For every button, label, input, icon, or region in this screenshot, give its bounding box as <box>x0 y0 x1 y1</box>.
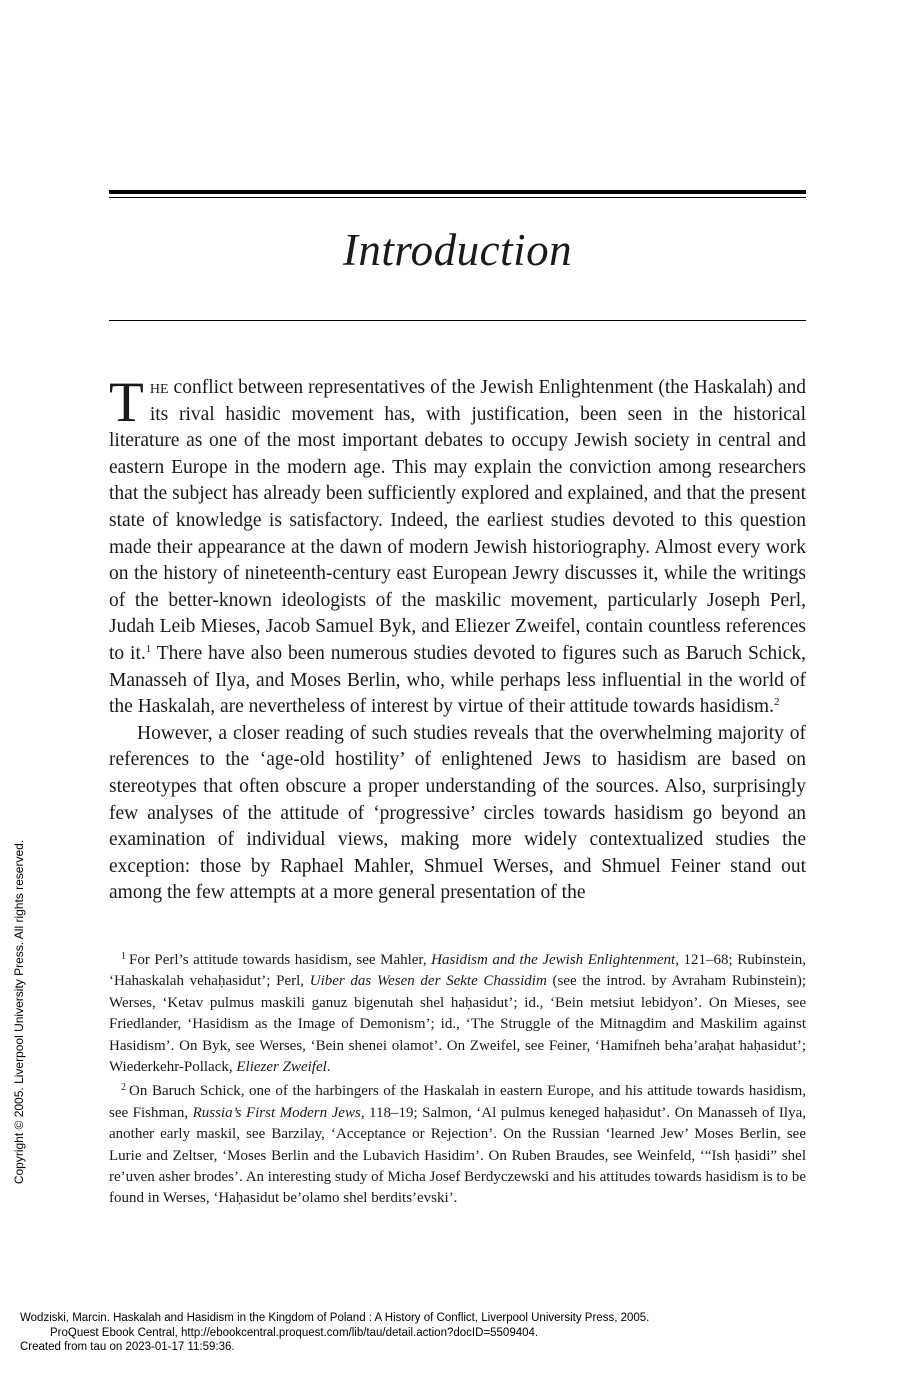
citation-line-2[interactable]: ProQuest Ebook Central, http://ebookcentral.proquest.com/lib/tau/detail.action?docID=5509404. <box>50 1326 539 1339</box>
footnote-text: (see the introd. by Avraham Rubinstein); Werses, ‘Ketav pulmus maskili ganuz bigenutah shel haḥasidut’; id., ‘Bein metsiut lebidyon’. On Mieses, see Friedlander, ‘Hasidism as the Image of Demonism’; id., ‘The Struggle of the Mitnagdim and Maskilim against Hasidism’. On Byk, see Werses, ‘Bein shenei olamot’. On Zweifel, see Feiner, ‘Hamifneh beha’araḥat haḥasidut’; Wiederkehr-Pollack, <box>109 973 806 1076</box>
footnote-text: , 118–19; Salmon, ‘Al pulmus keneged haḥasidut’. On Manasseh of Ilya, another early maskil, see Barzilay, ‘Acceptance or Rejection’. On the Russian ‘learned Jew’ Moses Berlin, see Lurie and Zeltser, ‘Moses Berlin and the Lubavich Hasidim’. On Ruben Braudes, see Weinfeld, ‘“Ish ḥasidi” shel re’uven asher brodes’. An interesting study of Micha Josef Berdyczewski and his attitudes towards hasidism is to be found in Werses, ‘Haḥasidut be’olamo shel berdits’evski’. <box>109 1104 807 1207</box>
footnote-2 <box>109 1081 806 1209</box>
footnote-number: 1 <box>121 951 126 962</box>
citation-line-3: Created from tau on 2023-01-17 11:59:36. <box>20 1341 235 1353</box>
footnote-title-italic: Hasidism and the Jewish Enlightenment <box>431 952 676 968</box>
footnote-number: 2 <box>121 1082 126 1094</box>
footnote-title-italic: Uiber das Wesen der Sekte Chassidim <box>309 973 547 990</box>
paragraph-2-text: However, a closer reading of such studies reveals that the overwhelming majority of references to the ‘age-old hostility’ of enlightened Jews to hasidism are based on stereotypes that often obscure a proper understanding of the sources. Also, surprisingly few analyses of the attitude of ‘progressive’ circles towards hasidism go beyond an examination of individual views, making more widely contextualized studies the exception: those by Raphael Mahler, Shmuel Werses, and Shmuel Feiner stand out among the few attempts at a more general presentation of the <box>109 722 806 904</box>
paragraph-1-text-continued: There have also been numerous studies devoted to figures such as Baruch Schick, Manasseh of Ilya, and Moses Berlin, who, while perhaps less influential in the world of the Haskalah, are nevertheless of interest by virtue of their attitude towards hasidism. <box>109 642 806 718</box>
footnote-text: On Baruch Schick, one of the harbingers of the Haskalah in eastern Europe, and his attitude towards hasidism, see Fishman, <box>109 1083 806 1121</box>
footnote-1 <box>109 950 806 1078</box>
opening-small-caps: he <box>149 377 169 398</box>
footnote-text: . <box>326 1059 331 1076</box>
body-text <box>109 371 806 907</box>
footnote-title-italic: Russia’s First Modern Jews <box>192 1104 361 1121</box>
footnote-text: For Perl’s attitude towards hasidism, see Mahler, <box>129 952 432 968</box>
paragraph-1 <box>109 371 806 721</box>
footnote-text: , 121–68; Rubinstein, ‘Hahaskalah vehaḥasidut’; Perl, <box>109 952 807 990</box>
citation-block <box>20 1311 649 1355</box>
chapter-title: Introduction <box>342 225 573 275</box>
footnote-ref-2[interactable]: 2 <box>773 696 780 709</box>
paragraph-2 <box>109 721 806 907</box>
footnote-ref-1[interactable]: 1 <box>145 642 152 655</box>
drop-cap: T <box>109 371 144 434</box>
header-rule-thin <box>109 197 806 198</box>
footnote-title-italic: Eliezer Zweifel <box>236 1059 327 1076</box>
citation-line-1: Wodziski, Marcin. Haskalah and Hasidism in the Kingdom of Poland : A History of Conflict, Liverpool University Press, 2005. <box>20 1312 650 1324</box>
paragraph-1-text: conflict between representatives of the Jewish Enlightenment (the Haskalah) and its rival hasidic movement has, with justification, been seen in the historical literature as one of the most important debates to occupy Jewish society in central and eastern Europe in the modern age. This may explain the conviction among researchers that the subject has already been sufficiently explored and explained, and that the present state of knowledge is satisfactory. Indeed, the earliest studies devoted to this question made their appearance at the dawn of modern Jewish historiography. Almost every work on the history of nineteenth-century east European Jewry discusses it, while the writings of the better-known ideologists of the maskilic movement, particularly Joseph Perl, Judah Leib Mieses, Jacob Samuel Byk, and Eliezer Zweifel, contain countless references to it. <box>109 377 806 664</box>
title-rule <box>109 320 806 321</box>
header-rule-thick <box>109 190 806 194</box>
copyright-notice: Copyright © 2005. Liverpool University Press. All rights reserved. <box>12 839 26 1185</box>
footnotes <box>109 950 806 1213</box>
